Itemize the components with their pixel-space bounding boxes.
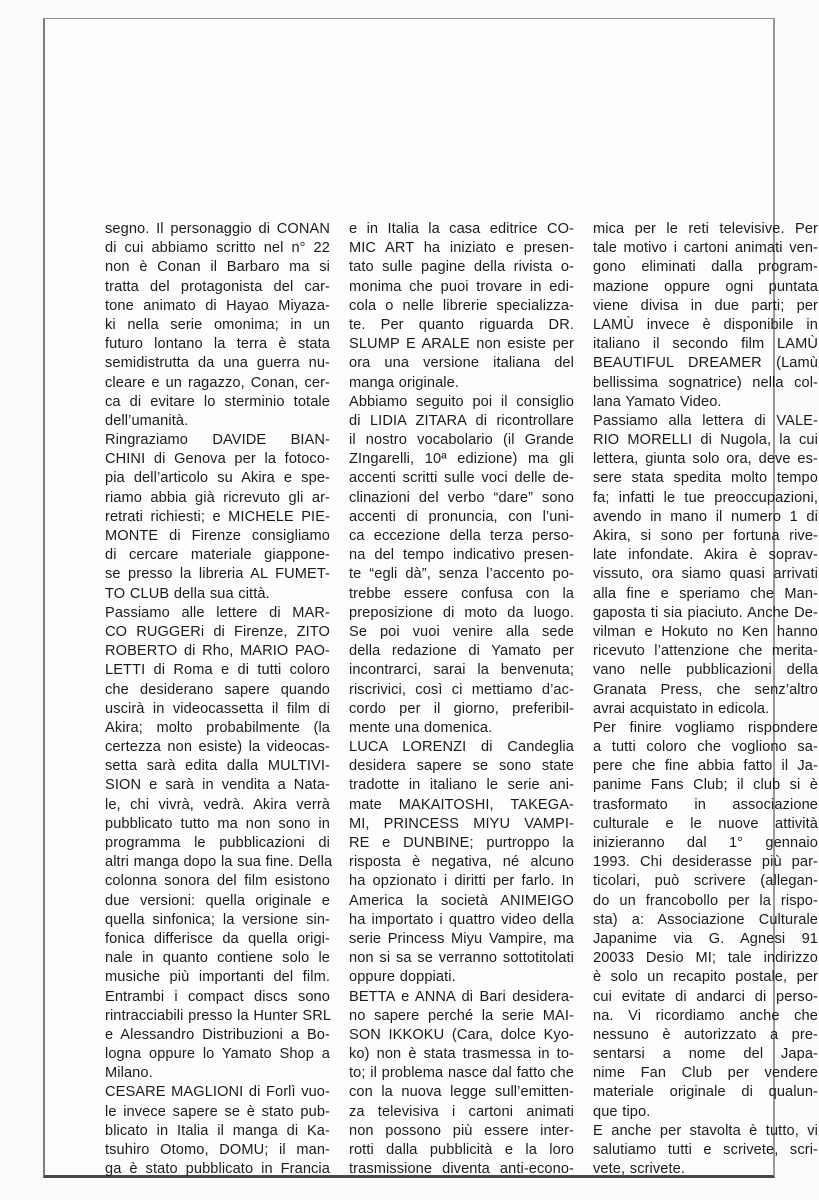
text-line: ora una versione italiana del xyxy=(349,355,574,372)
text-line: di LIDIA ZITARA di ricontrollare xyxy=(349,412,574,429)
text-line: Akira; molto probabilmente (la xyxy=(105,719,330,736)
text-line: Entrambi i compact discs sono xyxy=(105,988,330,1005)
text-line: RE e DUNBINE; purtroppo la xyxy=(349,835,574,851)
text-line: ZIngarelli, 10ª edizione) ma gli xyxy=(349,451,574,468)
text-line: serie Princess Miyu Vampire, ma xyxy=(349,930,574,947)
text-line: cleare e un ragazzo, Conan, cer- xyxy=(105,374,330,391)
text-line: Ringraziamo DAVIDE BIAN- xyxy=(105,432,330,449)
text-line: ca di evitare lo sterminio totale xyxy=(105,393,330,410)
text-line: ha opzionato i diritti per farlo. In xyxy=(349,873,574,890)
text-line: programma le pubblicazioni di xyxy=(105,835,330,851)
text-line: MIC ART ha iniziato e presen- xyxy=(349,240,574,257)
text-line: tone animato di Hayao Miyaza- xyxy=(105,297,330,314)
text-line: e Alessandro Distribuzioni a Bo- xyxy=(105,1026,330,1043)
text-line: tato sulle pagine della rivista o- xyxy=(349,259,574,276)
text-line: inizieranno dal 1° gennaio xyxy=(593,835,818,851)
text-line: E anche per stavolta è tutto, vi xyxy=(593,1122,818,1139)
text-line: è solo un recapito postale, per xyxy=(593,969,818,986)
text-line: tratta del protagonista del car- xyxy=(105,278,330,295)
text-line: avendo in mano il numero 1 di xyxy=(593,508,818,525)
text-line: musiche più importanti del film. xyxy=(105,969,330,986)
text-line: vano nelle pubblicazioni della xyxy=(593,662,818,679)
text-line: SLUMP E ARALE non esiste per xyxy=(349,336,574,353)
text-line: non si sa se verranno sottotitolati xyxy=(349,950,574,967)
text-line: culturale e le nuove attività xyxy=(593,815,818,832)
text-line: nale in quanto contiene solo le xyxy=(105,950,330,967)
text-line: non possono più essere inter- xyxy=(349,1122,574,1139)
text-line: salutiamo tutti e scrivete, scri- xyxy=(593,1142,818,1158)
text-line: mazione oppure ogni puntata xyxy=(593,278,818,295)
text-line: Per finire vogliamo rispondere xyxy=(593,719,818,736)
text-line: le invece sapere se è stato pub- xyxy=(105,1103,330,1120)
text-line: vissuto, ora siamo quasi arrivati xyxy=(593,566,818,583)
text-line: Passiamo alle lettere di MAR- xyxy=(105,604,330,621)
text-line: tsuhiro Otomo, DOMU; il man- xyxy=(105,1142,330,1158)
text-line: certezza non esiste) la videocas- xyxy=(105,739,330,756)
text-line: CHINI di Genova per la fotoco- xyxy=(105,451,330,468)
text-line: sta) a: Associazione Culturale xyxy=(593,911,818,928)
text-line: accenti scritti sulle voci delle de- xyxy=(349,470,574,487)
text-line: segno. Il personaggio di CONAN xyxy=(105,221,330,237)
text-line: il nostro vocabolario (il Grande xyxy=(349,432,574,449)
text-line: Abbiamo seguito poi il consiglio xyxy=(349,393,574,410)
text-line: Granata Press, che senz’altro xyxy=(593,681,818,698)
text-line: futuro lontano la terra è stata xyxy=(105,336,330,353)
text-line: TO CLUB della sua città. xyxy=(105,585,270,602)
text-line: do un francobollo per la rispo- xyxy=(593,892,818,909)
text-line: SON IKKOKU (Cara, dolce Kyo- xyxy=(349,1026,574,1043)
text-line: late infondate. Akira è soprav- xyxy=(593,547,818,564)
text-line: risposta è negativa, né alcuno xyxy=(349,854,574,871)
text-line: no sapere perché la serie MAI- xyxy=(349,1007,574,1024)
text-line: mente una domenica. xyxy=(349,719,493,736)
text-line: che desiderano sapere quando xyxy=(105,681,330,698)
text-line: di cercare materiale giappone- xyxy=(105,547,330,564)
text-line: ricevuto l’attenzione che merita- xyxy=(593,643,818,660)
text-line: ko) non è stata trasmessa in to- xyxy=(349,1046,574,1063)
text-line: sentarsi a nome del Japa- xyxy=(593,1046,818,1063)
text-line: ROBERTO di Rho, MARIO PAO- xyxy=(105,643,330,660)
text-line: viene divisa in due parti; per xyxy=(593,297,818,314)
text-line: trebbe essere confusa con la xyxy=(349,585,574,602)
text-line: riamo abbia già ricrevuto gli ar- xyxy=(105,489,330,506)
text-column-left xyxy=(105,220,333,1179)
text-line: nime Fan Club per vendere xyxy=(593,1065,818,1082)
text-line: fa; infatti le tue preoccupazioni, xyxy=(593,489,818,506)
text-line: Passiamo alla lettera di VALE- xyxy=(593,412,818,429)
text-line: RIO MORELLI di Nugola, la cui xyxy=(593,432,818,449)
text-line: vete, scrivete. xyxy=(593,1161,686,1178)
text-line: ha importato i quattro video della xyxy=(349,911,574,928)
text-line: ticolari, può scrivere (allegan- xyxy=(593,873,818,890)
text-line: to; il problema nasce dal fatto che xyxy=(349,1065,574,1082)
text-line: riscrivici, così ci mettiamo d’ac- xyxy=(349,681,574,698)
text-column-right xyxy=(593,220,818,1179)
text-line: za televisiva i cartoni animati xyxy=(349,1103,574,1120)
text-line: gaposta ti sia piaciuto. Anche De- xyxy=(593,604,818,621)
text-line: bellissima sognatrice) nella col- xyxy=(593,374,818,391)
text-line: Se poi vuoi venire alla sede xyxy=(349,623,574,640)
text-line: cordo per il giorno, preferibil- xyxy=(349,700,574,717)
text-line: mica per le reti televisive. Per xyxy=(593,221,818,237)
text-line: manga originale. xyxy=(349,374,459,391)
text-line: na del tempo indicativo presen- xyxy=(349,547,574,564)
text-line: desidera sapere se sono state xyxy=(349,758,574,775)
text-line: avrai acquistato in edicola. xyxy=(593,700,770,717)
text-column-center xyxy=(349,220,574,1179)
text-line: vilman e Hokuto no Ken hanno xyxy=(593,623,818,640)
text-line: quella sinfonica; la versione sin- xyxy=(105,911,330,928)
text-line: 1993. Chi desiderasse più par- xyxy=(593,854,818,871)
text-line: CO RUGGERi di Firenze, ZITO xyxy=(105,623,330,640)
text-line: materiale originale di qualun- xyxy=(593,1084,818,1101)
text-line: monima che puoi trovare in edi- xyxy=(349,278,574,295)
text-line: mate MAKAITOSHI, TAKEGA- xyxy=(349,796,574,813)
text-line: accenti di pronuncia, con l’uni- xyxy=(349,508,574,525)
text-line: que tipo. xyxy=(593,1103,651,1120)
text-line: sere stata spedita molto tempo xyxy=(593,470,818,487)
text-line: panime Fans Club; il club si è xyxy=(593,777,818,794)
text-line: MI, PRINCESS MIYU VAMPI- xyxy=(349,815,574,832)
text-line: ki nella serie omonima; in un xyxy=(105,316,330,333)
text-line: e in Italia la casa editrice CO- xyxy=(349,221,574,237)
text-line: pia dell’articolo su Akira e spe- xyxy=(105,470,330,487)
text-line: MONTE di Firenze consigliamo xyxy=(105,528,330,544)
text-line: due versioni: quella originale e xyxy=(105,892,330,909)
text-line: non è Conan il Barbaro ma si xyxy=(105,259,330,276)
text-line: della redazione di Yamato per xyxy=(349,643,574,660)
text-line: pere che fine abbia fatto il Ja- xyxy=(593,758,818,775)
text-line: LUCA LORENZI di Candeglia xyxy=(349,739,574,756)
text-line: trasmissione diventa anti-econo- xyxy=(349,1161,574,1178)
text-line: fonica differisce da quella origi- xyxy=(105,930,330,947)
text-line: le, chi vivrà, vedrà. Akira verrà xyxy=(105,796,330,813)
text-line: te “egli dà”, senza l’accento po- xyxy=(349,566,574,583)
text-line: gono eliminati dalla program- xyxy=(593,259,818,276)
text-line: pubblicato tutto ma non sono in xyxy=(105,815,330,832)
text-line: preposizione di moto da luogo. xyxy=(349,604,574,621)
text-line: tradotte in italiano le serie ani- xyxy=(349,777,574,794)
text-line: LETTI di Roma e di tutti coloro xyxy=(105,662,330,679)
text-line: cui evitate di andarci di perso- xyxy=(593,988,818,1005)
text-line: blicato in Italia il manga di Ka- xyxy=(105,1122,330,1139)
text-line: Japanime via G. Agnesi 91 xyxy=(593,930,818,947)
text-line: altri manga dopo la sua fine. Della xyxy=(105,854,333,871)
text-line: incontrarci, sarai la benvenuta; xyxy=(349,662,574,679)
text-line: ca eccezione della terza perso- xyxy=(349,528,574,544)
text-line: a tutti coloro che vogliono sa- xyxy=(593,739,818,756)
text-line: CESARE MAGLIONI di Forlì vuo- xyxy=(105,1084,330,1101)
text-line: tale motivo i cartoni animati ven- xyxy=(593,240,818,257)
text-line: setta sarà edita dalla MULTIVI- xyxy=(105,758,330,775)
text-line: Milano. xyxy=(105,1065,153,1082)
text-line: italiano il secondo film LAMÙ xyxy=(593,336,818,353)
magazine-page xyxy=(43,18,818,1178)
text-line: alla fine e speriamo che Man- xyxy=(593,585,818,602)
text-line: BETTA e ANNA di Bari desidera- xyxy=(349,988,574,1005)
text-line: oppure doppiati. xyxy=(349,969,456,986)
text-line: colonna sonora del film esistono xyxy=(105,873,330,890)
text-line: lana Yamato Video. xyxy=(593,393,722,410)
text-line: rotti dalla pubblicità e la loro xyxy=(349,1142,574,1158)
text-line: retrati richiesti; e MICHELE PIE- xyxy=(105,508,330,525)
text-line: trasformato in associazione xyxy=(593,796,818,813)
text-line: nessuno è autorizzato a pre- xyxy=(593,1026,818,1043)
text-line: Akira, si sono per fortuna rive- xyxy=(593,528,818,544)
text-line: LAMÙ invece è disponibile in xyxy=(593,316,818,333)
text-line: na. Vi ricordiamo anche che xyxy=(593,1007,818,1024)
text-line: BEAUTIFUL DREAMER (Lamù xyxy=(593,355,818,372)
text-line: dell’umanità. xyxy=(105,412,189,429)
text-line: America la società ANIMEIGO xyxy=(349,892,574,909)
text-line: 20033 Desio MI; tale indirizzo xyxy=(593,950,818,967)
text-line: lettera, giunta solo ora, deve es- xyxy=(593,451,818,468)
text-line: con la nuova legge sull’emitten- xyxy=(349,1084,574,1101)
letters-text-columns xyxy=(105,220,818,1179)
text-line: logna oppure lo Yamato Shop a xyxy=(105,1046,330,1063)
text-line: uscirà in videocassetta il film di xyxy=(105,700,330,717)
text-line: di cui abbiamo scritto nel n° 22 xyxy=(105,240,330,257)
text-line: semidistrutta da una guerra nu- xyxy=(105,355,330,372)
text-line: clinazioni del verbo “dare” sono xyxy=(349,489,574,506)
text-line: cola o nelle librerie specializza- xyxy=(349,297,574,314)
text-line: se presso la libreria AL FUMET- xyxy=(105,566,330,583)
text-line: rintracciabili presso la Hunter SRL xyxy=(105,1007,332,1024)
text-line: te. Per quanto riguarda DR. xyxy=(349,316,574,333)
text-line: ga è stato pubblicato in Francia xyxy=(105,1161,330,1178)
text-line: SION e sarà in vendita a Nata- xyxy=(105,777,330,794)
